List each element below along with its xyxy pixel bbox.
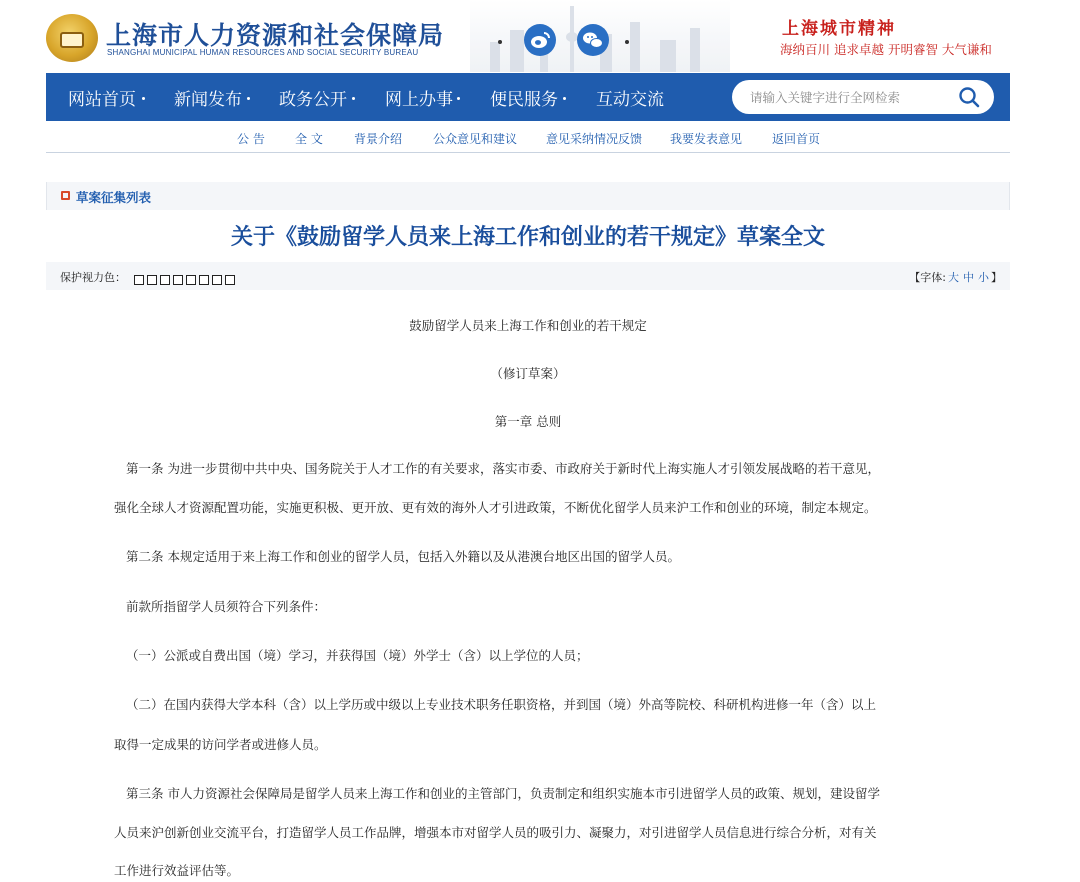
site-subtitle: SHANGHAI MUNICIPAL HUMAN RESOURCES AND SOCIAL SECURITY BUREAU bbox=[107, 48, 419, 57]
paragraph: （二）在国内获得大学本科（含）以上学历或中级以上专业技术职务任职资格，并到国（境）外高等院校、科研机构进修一年（含）以上 bbox=[126, 697, 877, 712]
sub-nav bbox=[46, 121, 1010, 153]
color-swatch[interactable] bbox=[173, 275, 183, 285]
nav-separator bbox=[352, 97, 355, 100]
reading-tools bbox=[46, 262, 1010, 290]
font-medium-link[interactable]: 中 bbox=[963, 271, 974, 284]
subnav-submit-opinion[interactable]: 我要发表意见 bbox=[670, 132, 743, 146]
color-swatch[interactable] bbox=[134, 275, 144, 285]
nav-item-interaction[interactable]: 互动交流 bbox=[596, 90, 664, 110]
nav-separator bbox=[563, 97, 566, 100]
search-box bbox=[732, 80, 994, 114]
nav-item-public-services[interactable]: 便民服务 bbox=[490, 90, 558, 110]
paragraph: 取得一定成果的访问学者或进修人员。 bbox=[114, 737, 327, 752]
eye-protect-label: 保护视力色： bbox=[60, 271, 126, 284]
color-swatch[interactable] bbox=[212, 275, 222, 285]
paragraph: 人员来沪创新创业交流平台，打造留学人员工作品牌，增强本市对留学人员的吸引力、凝聚力，对引进留学人员信息进行综合分析，对有关 bbox=[114, 825, 877, 840]
chapter-heading: 第一章 总则 bbox=[494, 414, 562, 429]
subnav-background[interactable]: 背景介绍 bbox=[354, 132, 403, 146]
doc-title: 鼓励留学人员来上海工作和创业的若干规定 bbox=[409, 318, 647, 333]
separator-dot bbox=[625, 40, 629, 44]
site-header bbox=[0, 0, 1080, 72]
subnav-notice[interactable]: 公 告 bbox=[237, 132, 265, 146]
page-title: 关于《鼓励留学人员来上海工作和创业的若干规定》草案全文 bbox=[230, 225, 825, 250]
subnav-back-home[interactable]: 返回首页 bbox=[772, 132, 821, 146]
font-small-link[interactable]: 小 bbox=[978, 271, 989, 284]
nav-item-gov-affairs[interactable]: 政务公开 bbox=[279, 90, 347, 110]
paragraph: 强化全球人才资源配置功能，实施更积极、更开放、更有效的海外人才引进政策，不断优化留学人员来沪工作和创业的环境，制定本规定。 bbox=[114, 500, 877, 515]
search-input[interactable] bbox=[750, 87, 950, 107]
separator-dot bbox=[498, 40, 502, 44]
nav-item-online-services[interactable]: 网上办事 bbox=[385, 90, 453, 110]
subnav-public-opinions[interactable]: 公众意见和建议 bbox=[433, 132, 518, 146]
weibo-icon[interactable] bbox=[524, 24, 556, 56]
eye-protect-colors bbox=[134, 270, 238, 289]
color-swatch[interactable] bbox=[147, 275, 157, 285]
breadcrumb bbox=[46, 182, 1010, 210]
wechat-icon[interactable] bbox=[577, 24, 609, 56]
color-swatch[interactable] bbox=[225, 275, 235, 285]
nav-separator bbox=[142, 97, 145, 100]
color-swatch[interactable] bbox=[186, 275, 196, 285]
paragraph: 工作进行效益评估等。 bbox=[114, 863, 240, 878]
subnav-full-text[interactable]: 全 文 bbox=[295, 132, 323, 146]
color-swatch[interactable] bbox=[160, 275, 170, 285]
paragraph: 第三条 市人力资源社会保障局是留学人员来上海工作和创业的主管部门，负责制定和组织实施本市引进留学人员的政策、规划，建设留学 bbox=[126, 786, 880, 801]
font-large-link[interactable]: 大 bbox=[948, 271, 959, 284]
font-label-prefix: 【字体: bbox=[909, 271, 946, 284]
search-icon[interactable] bbox=[958, 86, 980, 108]
font-size-control bbox=[909, 269, 1002, 285]
paragraph: （一）公派或自费出国（境）学习，并获得国（境）外学士（含）以上学位的人员； bbox=[126, 648, 589, 663]
doc-subtitle: （修订草案） bbox=[490, 366, 566, 381]
bureau-logo-icon[interactable] bbox=[46, 14, 98, 62]
nav-item-home[interactable]: 网站首页 bbox=[68, 90, 136, 110]
paragraph: 第二条 本规定适用于来上海工作和创业的留学人员，包括入外籍以及从港澳台地区出国的留学人员。 bbox=[126, 549, 680, 564]
main-nav bbox=[46, 73, 1010, 121]
color-swatch[interactable] bbox=[199, 275, 209, 285]
list-icon bbox=[61, 191, 70, 200]
font-label-suffix: 】 bbox=[991, 271, 1002, 284]
nav-separator bbox=[247, 97, 250, 100]
city-spirit-slogan: 海纳百川 追求卓越 开明睿智 大气谦和 bbox=[780, 42, 992, 57]
paragraph: 第一条 为进一步贯彻中共中央、国务院关于人才工作的有关要求，落实市委、市政府关于新时代上海实施人才引领发展战略的若干意见， bbox=[126, 461, 880, 476]
paragraph: 前款所指留学人员须符合下列条件： bbox=[126, 599, 327, 614]
subnav-feedback[interactable]: 意见采纳情况反馈 bbox=[546, 132, 643, 146]
nav-separator bbox=[457, 97, 460, 100]
breadcrumb-draft-list[interactable]: 草案征集列表 bbox=[76, 190, 152, 205]
city-spirit-title: 上海城市精神 bbox=[782, 19, 896, 39]
nav-item-news[interactable]: 新闻发布 bbox=[174, 90, 242, 110]
site-title[interactable]: 上海市人力资源和社会保障局 bbox=[106, 21, 445, 50]
